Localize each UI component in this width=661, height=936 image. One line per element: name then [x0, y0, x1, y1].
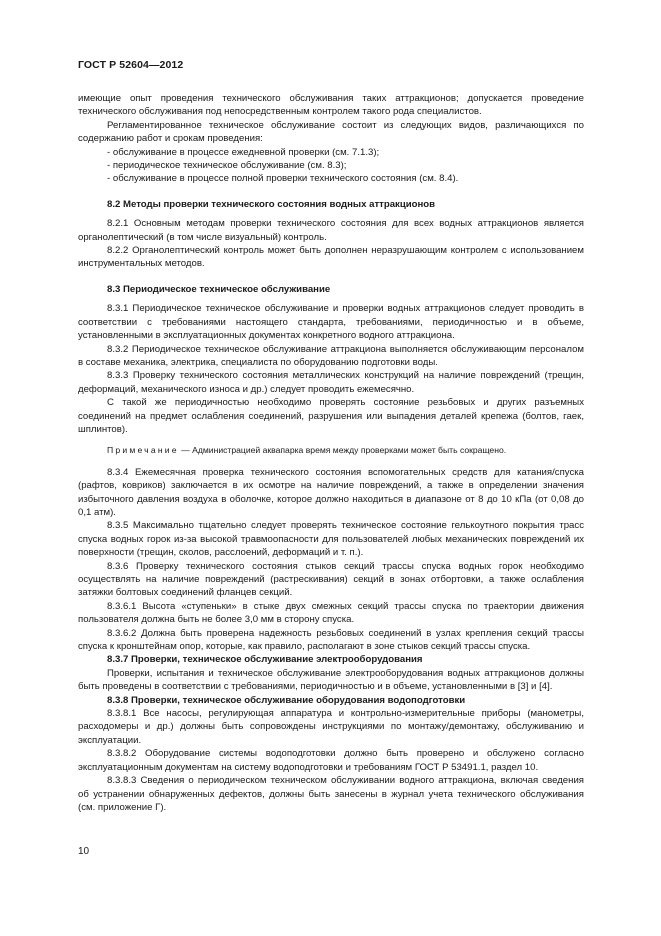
page-header: ГОСТ Р 52604—2012	[78, 59, 184, 71]
paragraph: 8.3.3 Проверку технического состояния металлических конструкций на наличие повреждений (трещин, деформаций, механического износа и др.) следует проводить ежемесячно.	[78, 370, 584, 395]
note	[78, 444, 584, 457]
section-heading: 8.2 Методы проверки технического состояния водных аттракционов	[107, 198, 436, 210]
paragraph: 8.3.8.3 Сведения о периодическом техническом обслуживании водного аттракциона, включая сведения об устранении обнаруженных дефектов, должны быть занесены в журнал учета технического обслуживания (см. приложение Г).	[78, 775, 584, 813]
paragraph: 8.3.1 Периодическое техническое обслуживание и проверки водных аттракционов следует проводить в соответствии с требованиями настоящего стандарта, требованиями, периодичностью и в объеме, установленными в эксплуатационных документах конкретного водного аттракциона.	[78, 303, 584, 342]
paragraph: 8.3.8.2 Оборудование системы водоподготовки должно быть проверено и обслужено согласно эксплуатационным документам на систему водоподготовки и требованиям ГОСТ Р 53491.1, раздел 10.	[78, 748, 584, 773]
page-number: 10	[78, 846, 90, 857]
list-item: - периодическое техническое обслуживание (см. 8.3);	[107, 160, 347, 172]
paragraph: 8.3.2 Периодическое техническое обслуживание аттракциона выполняется обслуживающим персоналом в составе механика, электрика, специалиста по оборудованию подготовки воды.	[78, 343, 584, 368]
paragraph: 8.3.8.1 Все насосы, регулирующая аппаратура и контрольно-измерительные приборы (манометры, расходомеры и др.) должны быть сопровождены инструкциями по монтажу/демонтажу, обслуживанию и эксплуатации.	[78, 708, 584, 746]
note-text: — Администрацией аквапарка время между проверками может быть сокращено.	[178, 445, 507, 456]
paragraph: 8.3.6.1 Высота «ступеньки» в стыке двух смежных секций трассы спуска по траектории движения пользователя должна быть не более 3,0 мм в сторону спуска.	[78, 600, 584, 626]
paragraph: 8.3.6.2 Должна быть проверена надежность резьбовых соединений в узлах крепления секций трассы спуска к кронштейнам опор, которые, как правило, располагают в зоне стыков секций трассы спуска.	[78, 627, 584, 653]
paragraph: С такой же периодичностью необходимо проверять состояние резьбовых и других разъемных соединений на предмет ослабления соединений, разрушения или выпадения деталей крепежа (болтов, гаек, шплинтов).	[78, 397, 584, 435]
paragraph: 8.3.6 Проверку технического состояния стыков секций трассы спуска водных горок необходимо осуществлять на наличие повреждений (растрескивания) секций в зонах отбортовки, а также ослабления затяжки болтовых соединений фланцев секций.	[78, 560, 584, 599]
note-label: Примечание	[107, 445, 179, 456]
paragraph: Проверки, испытания и техническое обслуживание электрооборудования водных аттракционов должны быть проведены в соответствии с требованиями, периодичностью и в объеме, установленными в [3] и [4].	[78, 667, 584, 693]
document-body	[78, 92, 584, 814]
paragraph: 8.3.5 Максимально тщательно следует проверять техническое состояние гелькоутного покрытия трасс спуска водных горок из-за высокой травмоопасности для пользователей любых механических повреждений их поверхности (трещин, сколов, расслоений, деформаций и т. п.).	[78, 520, 584, 559]
paragraph: Регламентированное техническое обслуживание состоит из следующих видов, различающихся по содержанию работ и срокам проведения:	[78, 119, 584, 145]
list-item: - обслуживание в процессе полной проверки технического состояния (см. 8.4).	[107, 173, 459, 185]
paragraph: 8.2.2 Органолептический контроль может быть дополнен неразрушающим контролем с использованием инструментальных методов.	[78, 245, 584, 270]
subsection-heading: 8.3.8 Проверки, техническое обслуживание оборудования водоподготовки	[107, 694, 466, 706]
paragraph: 8.3.4 Ежемесячная проверка технического состояния вспомогательных средств для катания/спуска (рафтов, ковриков) заключается в их осмотре на наличие повреждений, а также в определении значения избыточного давления воздуха в оболочке, которое должно находиться в диапазоне от 8 до 10 кПа (от 0,08 до 0,1 атм).	[78, 466, 584, 518]
section-heading: 8.3 Периодическое техническое обслуживание	[107, 283, 331, 295]
list-item: - обслуживание в процессе ежедневной проверки (см. 7.1.3);	[107, 146, 380, 158]
subsection-heading: 8.3.7 Проверки, техническое обслуживание электрооборудования	[107, 654, 423, 666]
paragraph: имеющие опыт проведения технического обслуживания таких аттракционов; допускается проведение технического обслуживания под непосредственным контролем такого рода специалистов.	[78, 93, 584, 118]
paragraph: 8.2.1 Основным методам проверки технического состояния для всех водных аттракционов является органолептический (в том числе визуальный) контроль.	[78, 218, 584, 243]
